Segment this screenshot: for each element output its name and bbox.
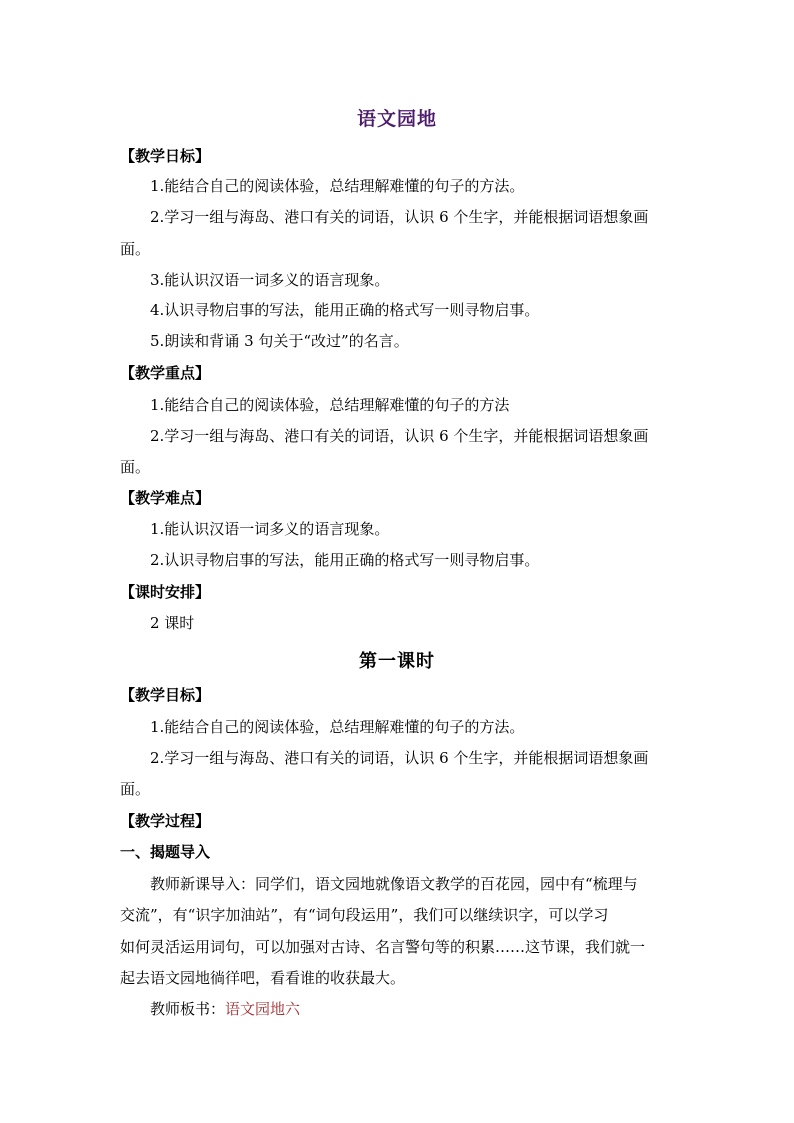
lesson-goal-continuation: 面。 xyxy=(120,780,151,798)
key-point-continuation: 面。 xyxy=(120,458,151,476)
difficult-point-item: 1.能认识汉语一词多义的语言现象。 xyxy=(150,520,390,538)
board-writing xyxy=(150,998,710,1019)
lesson-goal-item: 1.能结合自己的阅读体验，总结理解难懂的句子的方法。 xyxy=(150,718,525,736)
key-point-item: 2.学习一组与海岛、港口有关的词语，认识 6 个生字，并能根据词语想象画 xyxy=(150,427,649,445)
goal-item: 2.学习一组与海岛、港口有关的词语，认识 6 个生字，并能根据词语想象画 xyxy=(150,208,649,226)
board-label: 教师板书： xyxy=(150,1000,226,1018)
board-value: 语文园地六 xyxy=(225,1000,301,1018)
goal-item: 3.能认识汉语一词多义的语言现象。 xyxy=(150,271,390,289)
schedule-heading: 【课时安排】 xyxy=(120,583,211,601)
intro-paragraph-line: 起去语文园地徜徉吧，看看谁的收获最大。 xyxy=(120,969,406,987)
difficult-points-heading: 【教学难点】 xyxy=(120,489,211,507)
intro-paragraph-line: 如何灵活运用词句，可以加强对古诗、名言警句等的积累……这节课，我们就一 xyxy=(120,938,646,956)
lesson-title: 第一课时 xyxy=(359,651,435,672)
difficult-point-item: 2.认识寻物启事的写法，能用正确的格式写一则寻物启事。 xyxy=(150,551,540,569)
key-points-heading: 【教学重点】 xyxy=(120,364,211,382)
goal-item-continuation: 面。 xyxy=(120,240,151,258)
lesson-goals-heading: 【教学目标】 xyxy=(120,686,211,704)
goal-item: 1.能结合自己的阅读体验，总结理解难懂的句子的方法。 xyxy=(150,177,525,195)
goal-item: 4.认识寻物启事的写法，能用正确的格式写一则寻物启事。 xyxy=(150,301,540,319)
intro-paragraph-line: 教师新课导入：同学们，语文园地就像语文教学的百花园，园中有“梳理与 xyxy=(150,875,638,893)
goals-heading: 【教学日标】 xyxy=(120,147,211,165)
document-title: 语文园地 xyxy=(356,108,437,130)
schedule-value: 2 课时 xyxy=(150,614,195,632)
step-heading: 一、揭题导入 xyxy=(120,843,211,861)
intro-paragraph-line: 交流”，有“识字加油站”，有“词句段运用”，我们可以继续识字，可以学习 xyxy=(120,906,609,924)
goal-item: 5.朗读和背诵 3 句关于“改过”的名言。 xyxy=(150,332,409,350)
key-point-item: 1.能结合自己的阅读体验，总结理解难懂的句子的方法 xyxy=(150,396,510,414)
lesson-goal-item: 2.学习一组与海岛、港口有关的词语，认识 6 个生字，并能根据词语想象画 xyxy=(150,749,649,767)
process-heading: 【教学过程】 xyxy=(120,812,211,830)
